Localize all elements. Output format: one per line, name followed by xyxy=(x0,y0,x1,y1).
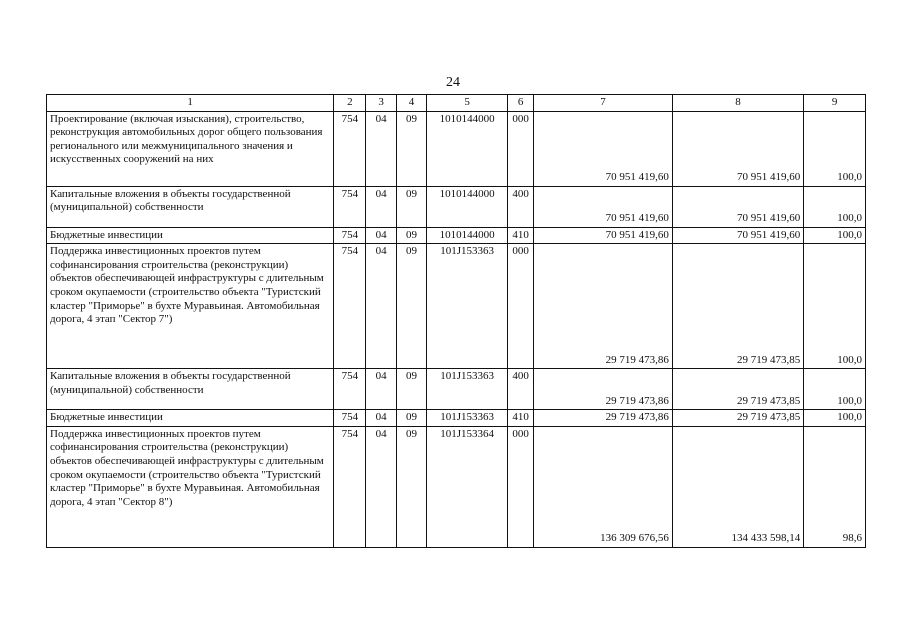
row-description: Капитальные вложения в объекты государственной (муниципальной) собственности xyxy=(47,369,334,410)
executed-amount: 29 719 473,85 xyxy=(672,369,803,410)
article-code: 101J153363 xyxy=(427,369,508,410)
admin-code: 754 xyxy=(334,369,366,410)
approved-amount: 136 309 676,56 xyxy=(534,426,673,547)
subsection-code: 09 xyxy=(396,426,426,547)
admin-code: 754 xyxy=(334,186,366,227)
executed-amount: 29 719 473,85 xyxy=(672,410,803,427)
expense-type-code: 400 xyxy=(508,186,534,227)
approved-amount: 29 719 473,86 xyxy=(534,244,673,369)
execution-percent: 98,6 xyxy=(804,426,866,547)
row-description: Бюджетные инвестиции xyxy=(47,410,334,427)
header-cell: 1 xyxy=(47,95,334,112)
table-row xyxy=(47,227,866,244)
header-cell: 2 xyxy=(334,95,366,112)
article-code: 101J153364 xyxy=(427,426,508,547)
subsection-code: 09 xyxy=(396,227,426,244)
section-code: 04 xyxy=(366,186,396,227)
admin-code: 754 xyxy=(334,244,366,369)
article-code: 1010144000 xyxy=(427,186,508,227)
approved-amount: 29 719 473,86 xyxy=(534,410,673,427)
section-code: 04 xyxy=(366,426,396,547)
header-cell: 3 xyxy=(366,95,396,112)
execution-percent: 100,0 xyxy=(804,227,866,244)
row-description: Проектирование (включая изыскания), строительство, реконструкция автомобильных дорог общего пользования регионального или межмуниципального значения и искусственных сооружений на них xyxy=(47,111,334,186)
approved-amount: 70 951 419,60 xyxy=(534,186,673,227)
subsection-code: 09 xyxy=(396,369,426,410)
subsection-code: 09 xyxy=(396,244,426,369)
section-code: 04 xyxy=(366,111,396,186)
header-cell: 7 xyxy=(534,95,673,112)
execution-percent: 100,0 xyxy=(804,369,866,410)
article-code: 1010144000 xyxy=(427,227,508,244)
section-code: 04 xyxy=(366,369,396,410)
section-code: 04 xyxy=(366,410,396,427)
section-code: 04 xyxy=(366,244,396,369)
approved-amount: 70 951 419,60 xyxy=(534,227,673,244)
admin-code: 754 xyxy=(334,227,366,244)
table-row xyxy=(47,186,866,227)
execution-percent: 100,0 xyxy=(804,111,866,186)
expense-type-code: 000 xyxy=(508,111,534,186)
section-code: 04 xyxy=(366,227,396,244)
table-row xyxy=(47,111,866,186)
admin-code: 754 xyxy=(334,426,366,547)
header-row xyxy=(47,95,866,112)
table-row xyxy=(47,369,866,410)
table-row xyxy=(47,410,866,427)
expense-type-code: 410 xyxy=(508,410,534,427)
row-description: Бюджетные инвестиции xyxy=(47,227,334,244)
header-cell: 6 xyxy=(508,95,534,112)
article-code: 101J153363 xyxy=(427,244,508,369)
approved-amount: 29 719 473,86 xyxy=(534,369,673,410)
execution-percent: 100,0 xyxy=(804,410,866,427)
header-cell: 5 xyxy=(427,95,508,112)
row-description: Капитальные вложения в объекты государственной (муниципальной) собственности xyxy=(47,186,334,227)
expense-type-code: 000 xyxy=(508,244,534,369)
header-cell: 9 xyxy=(804,95,866,112)
subsection-code: 09 xyxy=(396,186,426,227)
page-number: 24 xyxy=(446,75,460,90)
article-code: 1010144000 xyxy=(427,111,508,186)
header-cell: 4 xyxy=(396,95,426,112)
admin-code: 754 xyxy=(334,111,366,186)
row-description: Поддержка инвестиционных проектов путем софинансирования строительства (реконструкции) объектов обеспечивающей инфраструктуры с длительным сроком окупаемости (строительство объекта "Туристский кластер "Приморье" в бухте Муравьиная. Автомобильная дорога, 4 этап "Сектор 7") xyxy=(47,244,334,369)
executed-amount: 29 719 473,85 xyxy=(672,244,803,369)
article-code: 101J153363 xyxy=(427,410,508,427)
executed-amount: 70 951 419,60 xyxy=(672,111,803,186)
expense-type-code: 400 xyxy=(508,369,534,410)
table-row xyxy=(47,426,866,547)
execution-percent: 100,0 xyxy=(804,244,866,369)
executed-amount: 70 951 419,60 xyxy=(672,227,803,244)
budget-table xyxy=(46,94,866,548)
header-cell: 8 xyxy=(672,95,803,112)
row-description: Поддержка инвестиционных проектов путем софинансирования строительства (реконструкции) объектов обеспечивающей инфраструктуры с длительным сроком окупаемости (строительство объекта "Туристский кластер "Приморье" в бухте Муравьиная. Автомобильная дорога, 4 этап "Сектор 8") xyxy=(47,426,334,547)
subsection-code: 09 xyxy=(396,410,426,427)
subsection-code: 09 xyxy=(396,111,426,186)
executed-amount: 70 951 419,60 xyxy=(672,186,803,227)
expense-type-code: 000 xyxy=(508,426,534,547)
admin-code: 754 xyxy=(334,410,366,427)
expense-type-code: 410 xyxy=(508,227,534,244)
approved-amount: 70 951 419,60 xyxy=(534,111,673,186)
table-row xyxy=(47,244,866,369)
execution-percent: 100,0 xyxy=(804,186,866,227)
executed-amount: 134 433 598,14 xyxy=(672,426,803,547)
